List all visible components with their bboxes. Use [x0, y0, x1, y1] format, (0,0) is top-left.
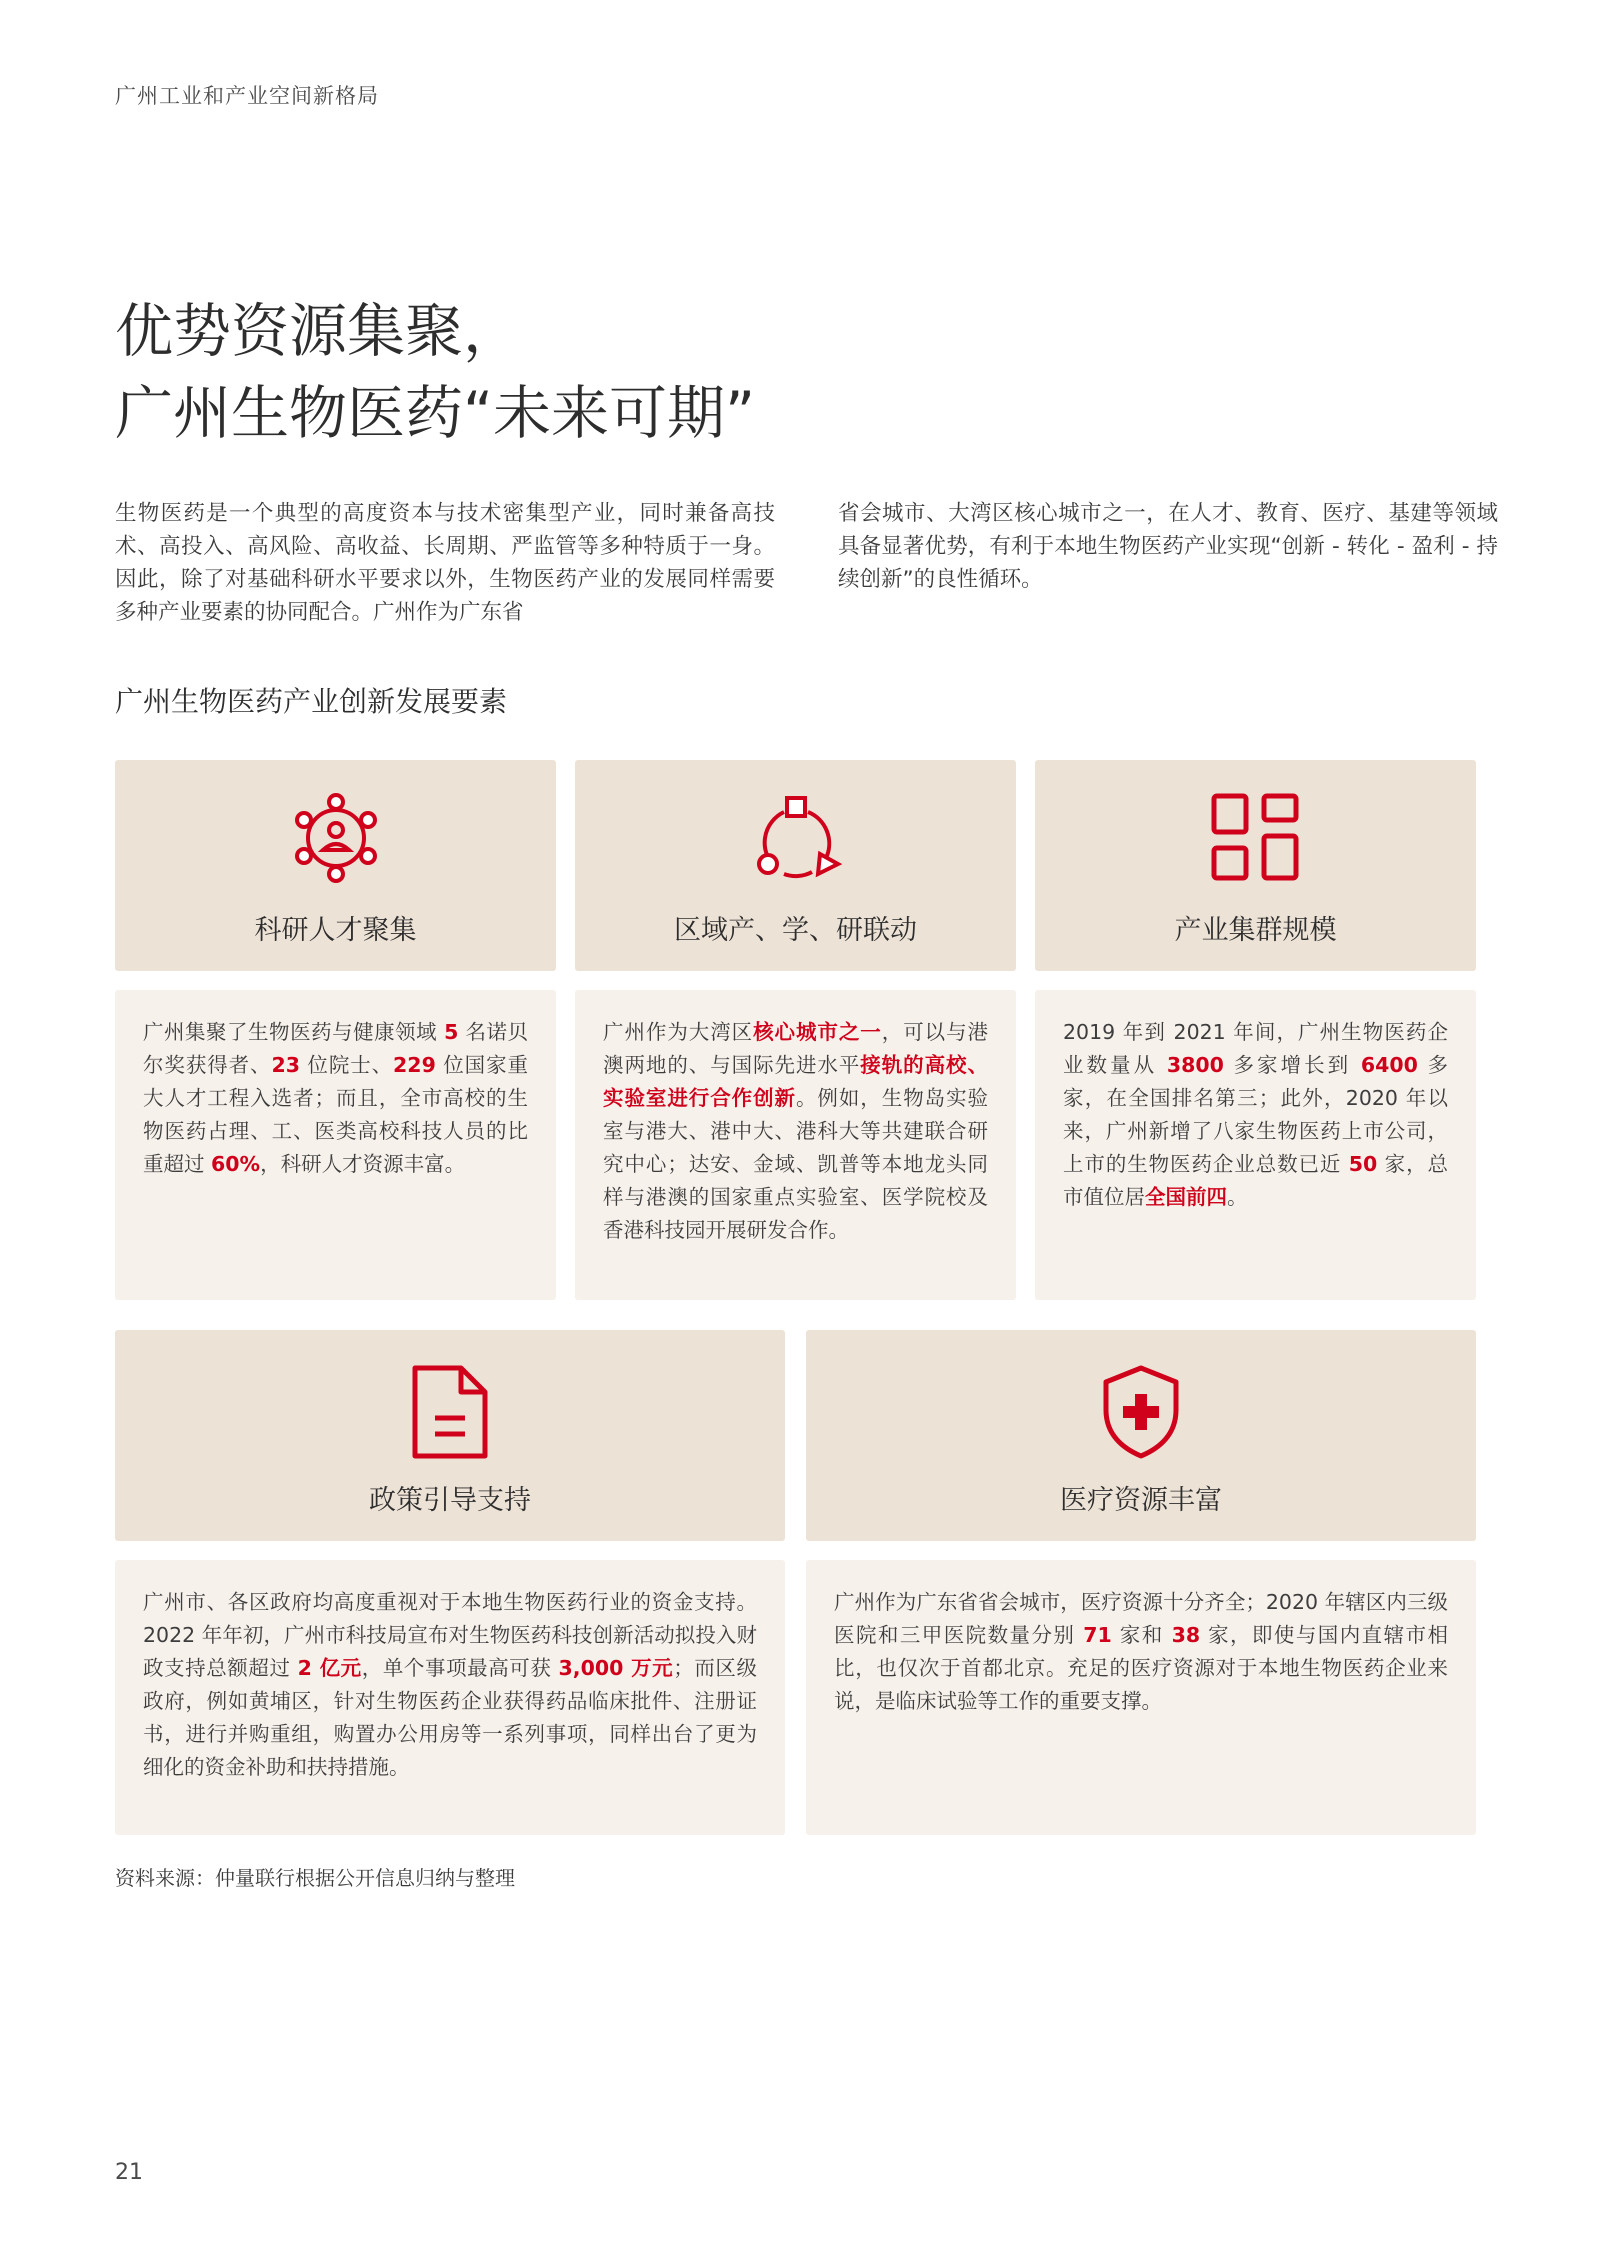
source-note: 资料来源：仲量联行根据公开信息归纳与整理	[115, 1866, 515, 1890]
grid-squares-icon	[1206, 788, 1306, 888]
page-title	[115, 290, 755, 454]
document-icon	[405, 1362, 495, 1462]
card-research-label: 科研人才聚集	[254, 915, 417, 946]
card-research-text: 广州集聚了生物医药与健康领域 5 名诺贝尔奖获得者、23 位院士、229 位国家重大人才工程入选者；而且，全市高校的生物医药占理、工、医类高校科技人员的比重超过 60%，科研人才资源丰富。	[143, 1020, 528, 1176]
card-medical-label: 医疗资源丰富	[1060, 1485, 1222, 1516]
card-medical-text: 广州作为广东省省会城市，医疗资源十分齐全；2020 年辖区内三级医院和三甲医院数量分别 71 家和 38 家，即使与国内直辖市相比，也仅次于首都北京。充足的医疗资源对于本地生物医药企业来说，是临床试验等工作的重要支撑。	[834, 1590, 1448, 1713]
card-regional-label: 区域产、学、研联动	[674, 915, 917, 946]
page-number: 21	[115, 2160, 143, 2185]
card-policy-body	[115, 1560, 785, 1835]
card-research-header	[115, 760, 556, 971]
title-line-2: 广州生物医药“未来可期”	[115, 379, 756, 447]
card-research-body	[115, 990, 556, 1300]
section-title: 广州生物医药产业创新发展要素	[115, 685, 508, 718]
card-cluster-label: 产业集群规模	[1174, 915, 1337, 946]
card-policy-label: 政策引导支持	[369, 1485, 531, 1516]
intro-column-2: 省会城市、大湾区核心城市之一，在人才、教育、医疗、基建等领域具备显著优势，有利于本地生物医药产业实现“创新 - 转化 - 盈利 - 持续创新”的良性循环。	[838, 501, 1498, 592]
medical-shield-icon	[1096, 1362, 1186, 1462]
card-medical-body	[806, 1560, 1476, 1835]
cycle-icon	[746, 788, 846, 888]
card-cluster-header	[1035, 760, 1476, 971]
running-header: 广州工业和产业空间新格局	[115, 84, 379, 108]
card-regional-body	[575, 990, 1016, 1300]
card-cluster-text: 2019 年到 2021 年间，广州生物医药企业数量从 3800 多家增长到 6400 多家，在全国排名第三；此外，2020 年以来，广州新增了八家生物医药上市公司，上市的生物医药企业总数已近 50 家，总市值位居全国前四。	[1063, 1020, 1448, 1209]
title-line-1: 优势资源集聚，	[115, 297, 522, 365]
card-regional-text: 广州作为大湾区核心城市之一，可以与港澳两地的、与国际先进水平接轨的高校、实验室进行合作创新。例如，生物岛实验室与港大、港中大、港科大等共建联合研究中心；达安、金域、凯普等本地龙头同样与港澳的国家重点实验室、医学院校及香港科技园开展研发合作。	[603, 1020, 989, 1242]
card-cluster-body	[1035, 990, 1476, 1300]
card-policy-text: 广州市、各区政府均高度重视对于本地生物医药行业的资金支持。2022 年年初，广州市科技局宣布对生物医药科技创新活动拟投入财政支持总额超过 2 亿元，单个事项最高可获 3,000 万元；而区级政府，例如黄埔区，针对生物医药企业获得药品临床批件、注册证书，进行并购重组，购置办公用房等一系列事项，同样出台了更为细化的资金补助和扶持措施。	[143, 1590, 757, 1779]
card-policy-header	[115, 1330, 785, 1541]
card-medical-header	[806, 1330, 1476, 1541]
intro-column-1: 生物医药是一个典型的高度资本与技术密集型产业，同时兼备高技术、高投入、高风险、高收益、长周期、严监管等多种特质于一身。因此，除了对基础科研水平要求以外，生物医药产业的发展同样需要多种产业要素的协同配合。广州作为广东省	[115, 501, 775, 625]
network-people-icon	[286, 788, 386, 888]
card-regional-header	[575, 760, 1016, 971]
